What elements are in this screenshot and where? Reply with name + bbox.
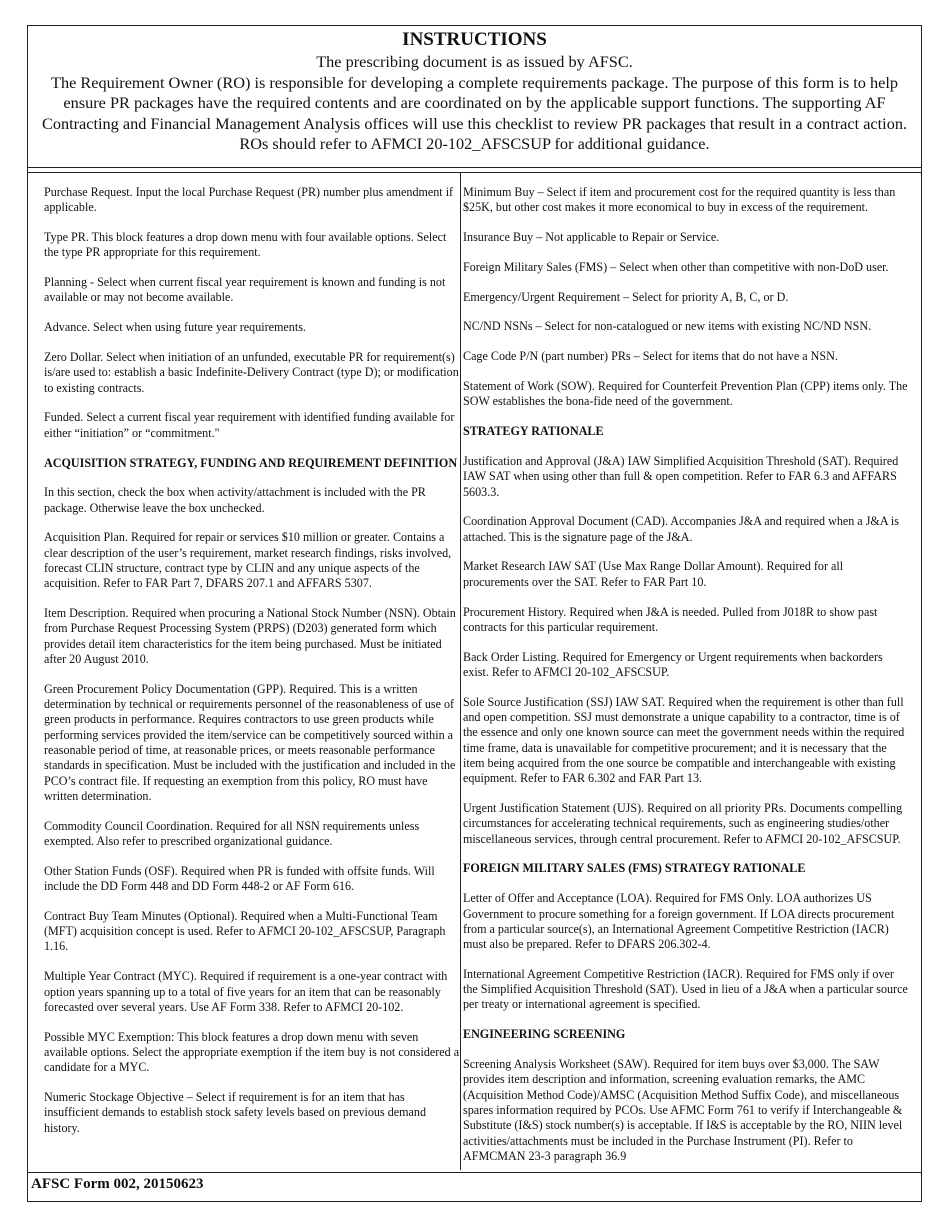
section-heading: STRATEGY RATIONALE xyxy=(463,424,604,439)
instruction-paragraph: Urgent Justification Statement (UJS). Required on all priority PRs. Documents compelling circumstances for accelerating technical requirements, such as engineering studies/other miscellaneous services, through central procurement. Refer to AFMCI 20-102_AFSCSUP. xyxy=(463,801,903,846)
section-heading: ENGINEERING SCREENING xyxy=(463,1027,626,1042)
instruction-paragraph: Procurement History. Required when J&A is needed. Pulled from J018R to show past contracts for this particular requirement. xyxy=(463,604,878,634)
instructions-header xyxy=(28,26,921,168)
instructions-body xyxy=(28,172,921,1170)
form-footer xyxy=(28,1172,921,1203)
instruction-paragraph: Acquisition Plan. Required for repair or services $10 million or greater. Contains a clear description of the user’s requirement, market research findings, risks involved, forecast CLIN structure, contract type by CLIN and any unique aspects of the acquisition. Refer to FAR Part 7, DFARS 207.1 and AFFARS 5307. xyxy=(44,530,452,591)
right-column xyxy=(463,185,910,1179)
instruction-paragraph: Other Station Funds (OSF). Required when PR is funded with offsite funds. Will include the DD Form 448 and DD Form 448-2 or AF Form 616. xyxy=(44,863,435,894)
instruction-paragraph: International Agreement Competitive Restriction (IACR). Required for FMS only if over the Simplified Acquisition Threshold (SAT). Used in lieu of a J&A when a particular source per treaty or international agreement is specified. xyxy=(463,966,908,1012)
instruction-paragraph: Multiple Year Contract (MYC). Required if requirement is a one-year contract with option years spanning up to a total of five years for an item that can be reasonably forecasted over several years. Use AF Form 338. Refer to AFMCI 20-102. xyxy=(44,969,448,1014)
instruction-paragraph: Emergency/Urgent Requirement – Select for priority A, B, C, or D. xyxy=(463,289,789,304)
instruction-paragraph: Market Research IAW SAT (Use Max Range Dollar Amount). Required for all procurements over the SAT. Refer to FAR Part 10. xyxy=(463,559,844,589)
instruction-paragraph: Cage Code P/N (part number) PRs – Select for items that do not have a NSN. xyxy=(463,349,838,364)
instruction-paragraph: Purchase Request. Input the local Purchase Request (PR) number plus amendment if applicable. xyxy=(44,185,454,215)
instruction-paragraph: Possible MYC Exemption: This block features a drop down menu with seven available options. Select the appropriate exemption if the item buy is not considered a candidate for a MYC. xyxy=(44,1029,460,1075)
instruction-paragraph: Letter of Offer and Acceptance (LOA). Required for FMS Only. LOA authorizes US Government to procure something for a foreign government. If LOA directs procurement from a particular source(s), an International Agreement Competitive Restriction (IACR) must also be prepared. Refer to DFARS 206.302-4. xyxy=(463,891,895,952)
instruction-paragraph: Type PR. This block features a drop down menu with four available options. Select the type PR appropriate for this requirement. xyxy=(44,230,447,260)
instruction-paragraph: Insurance Buy – Not applicable to Repair or Service. xyxy=(463,230,720,245)
instruction-paragraph: Item Description. Required when procuring a National Stock Number (NSN). Obtain from Purchase Request Processing System (PRPS) (D203) generated form which provides detail item characteristics for the item being purchased. Must be initiated after 20 August 2010. xyxy=(44,606,456,667)
instruction-paragraph: Numeric Stockage Objective – Select if requirement is for an item that has insufficient demands to establish stock safety levels based on previous demand history. xyxy=(44,1090,426,1135)
column-divider xyxy=(460,173,461,1170)
instruction-paragraph: Statement of Work (SOW). Required for Counterfeit Prevention Plan (CPP) items only. The SOW establishes the bona-fide need of the government. xyxy=(463,379,908,409)
instruction-paragraph: Planning - Select when current fiscal year requirement is known and funding is not available or may not become available. xyxy=(44,275,446,305)
instruction-paragraph: Green Procurement Policy Documentation (GPP). Required. This is a written determination by technical or requirements personnel of the reasonableness of use of green products in performance. Requires contractors to use green products while performing services provided the item/service can be competitively sourced within a reasonable period of time, at reasonable prices, or meets reasonable performance standards in specification. Must be included with the justification and included in the PCO’s contract file. If requesting an exemption from this policy, RO must have written determination. xyxy=(44,681,456,803)
instruction-paragraph: Zero Dollar. Select when initiation of an unfunded, executable PR for requirement(s) is/are used to: establish a basic Indefinite-Delivery Contract (type D); or modification to existing contracts. xyxy=(44,350,459,395)
instructions-form xyxy=(27,25,922,1202)
page-title: INSTRUCTIONS xyxy=(402,29,547,50)
instruction-paragraph: In this section, check the box when activity/attachment is included with the PR package. Otherwise leave the box unchecked. xyxy=(44,485,426,515)
instruction-paragraph: Minimum Buy – Select if item and procurement cost for the required quantity is less than $25K, but other cost makes it more economical to buy in excess of the requirement. xyxy=(463,185,896,215)
form-id: AFSC Form 002, 20150623 xyxy=(31,1176,204,1192)
instruction-paragraph: Commodity Council Coordination. Required for all NSN requirements unless exempted. Also refer to prescribed organizational guidance. xyxy=(44,818,420,848)
instruction-paragraph: Sole Source Justification (SSJ) IAW SAT. Required when the requirement is other than full and open competition. SSJ must demonstrate a unique capability to a contractor, time is of the essence and only one known source can meet the government needs within the required time frame, data is unavailable for competitive procurement; and it is necessary that the item being acquired from the one source be compatible and interchangeable with existing equipment. Refer to FAR 6.302 and FAR Part 13. xyxy=(463,694,905,786)
instruction-paragraph: Back Order Listing. Required for Emergency or Urgent requirements when backorders exist. Refer to AFMCI 20-102_AFSCSUP. xyxy=(463,649,883,679)
section-heading: ACQUISITION STRATEGY, FUNDING AND REQUIREMENT DEFINITION xyxy=(44,455,458,470)
instruction-paragraph: Screening Analysis Worksheet (SAW). Required for item buys over $3,000. The SAW provides item description and information, screening evaluation remarks, the AMC (Acquisition Method Code)/AMSC (Acquisition Method Suffix Code), and miscellaneous spares information required by PCOs. Use AFMC Form 761 to verify if Interchangeable & Substitute (I&S) stock number(s) is acceptable. If I&S is acceptable by the RO, NIIN level activities/attachments must be included in the Purchase Instrument (PI). Refer to AFMCMAN 23-3 paragraph 36.9 xyxy=(463,1057,903,1163)
left-column xyxy=(44,185,460,1150)
prescribing-note: The prescribing document is as issued by AFSC. xyxy=(316,52,633,71)
instruction-paragraph: NC/ND NSNs – Select for non-catalogued or new items with existing NC/ND NSN. xyxy=(463,319,872,334)
section-heading: FOREIGN MILITARY SALES (FMS) STRATEGY RATIONALE xyxy=(463,861,806,876)
instruction-paragraph: Coordination Approval Document (CAD). Accompanies J&A and required when a J&A is attached. This is the signature page of the J&A. xyxy=(463,514,899,544)
instruction-paragraph: Foreign Military Sales (FMS) – Select when other than competitive with non-DoD user. xyxy=(463,259,889,274)
instruction-paragraph: Advance. Select when using future year requirements. xyxy=(44,320,306,335)
intro-paragraph: The Requirement Owner (RO) is responsible for developing a complete requirements package. The purpose of this form is to help ensure PR packages have the required contents and are coordinated on by the applicable support functions. The supporting AF Contracting and Financial Management Analysis offices will use this checklist to review PR packages that result in a contract action. ROs should refer to AFMCI 20-102_AFSCSUP for additional guidance. xyxy=(41,72,908,153)
instruction-paragraph: Funded. Select a current fiscal year requirement with identified funding available for either “initiation” or “commitment." xyxy=(44,410,455,440)
instruction-paragraph: Contract Buy Team Minutes (Optional). Required when a Multi-Functional Team (MFT) acquisition concept is used. Refer to AFMCI 20-102_AFSCSUP, Paragraph 1.16. xyxy=(44,908,446,954)
instruction-paragraph: Justification and Approval (J&A) IAW Simplified Acquisition Threshold (SAT). Required IAW SAT when using other than full & open competition. Refer to FAR 6.3 and AFFARS 5603.3. xyxy=(463,453,899,499)
